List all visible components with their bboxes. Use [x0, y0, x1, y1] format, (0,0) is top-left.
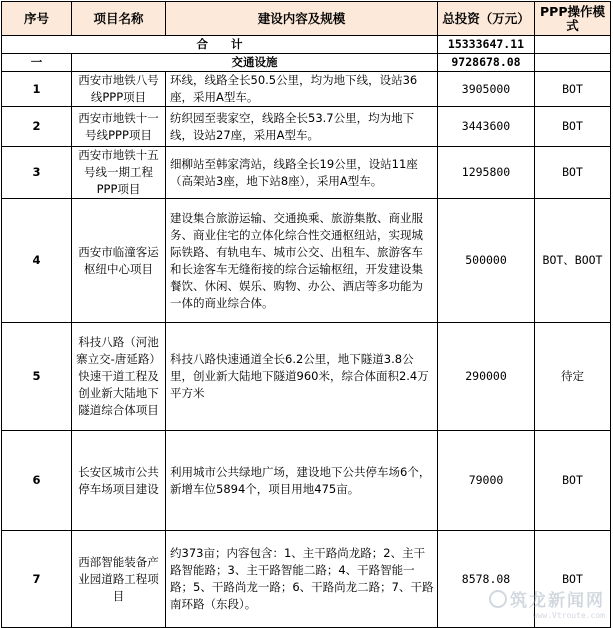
row-invest: 500000: [438, 199, 535, 323]
total-label: 合 计: [2, 36, 438, 54]
table-row: [2, 72, 611, 107]
row-name: 科技八路（河池寨立交-唐延路）快速干道工程及创业新大陆地下隧道综合体项目: [72, 323, 166, 431]
header-seq: 序号: [2, 2, 72, 36]
row-invest: 3443600: [438, 107, 535, 147]
row-name: 西安市地铁十一号线PPP项目: [72, 107, 166, 147]
row-content: 纺织园至裴家空，线路全长53.7公里，均为地下线，设站27座，采用A型车。: [166, 107, 438, 147]
section-row: [2, 54, 611, 72]
total-mode-empty: [535, 36, 611, 54]
row-content: 细柳站至韩家湾站，线路全长19公里，设站11座（高架站3座，地下站8座），采用A型车。: [166, 147, 438, 199]
section-value: 9728678.08: [438, 54, 535, 72]
row-name: 西安市地铁八号线PPP项目: [72, 72, 166, 107]
row-name: 长安区城市公共停车场项目建设: [72, 431, 166, 531]
row-mode: BOT: [535, 147, 611, 199]
row-mode: BOT: [535, 107, 611, 147]
section-label: 交通设施: [72, 54, 438, 72]
investment-table: [1, 1, 611, 628]
section-mode-empty: [535, 54, 611, 72]
watermark-url: www.Vtroute.com: [532, 611, 605, 620]
total-value: 15333647.11: [438, 36, 535, 54]
table-row: [2, 147, 611, 199]
table-row: [2, 107, 611, 147]
row-content: 建设集合旅游运输、交通换乘、旅游集散、商业服务、商业住宅的立体化综合性交通枢纽站，实现城际铁路、有轨电车、城市公交、出租车、旅游客车和长途客车无缝衔接的综合运输枢纽，开发建设集餐饮、休闲、娱乐、购物、办公、酒店等多功能为一体的商业综合体。: [166, 199, 438, 323]
table-row: [2, 431, 611, 531]
row-seq: 3: [2, 147, 72, 199]
header-content: 建设内容及规模: [166, 2, 438, 36]
header-name: 项目名称: [72, 2, 166, 36]
row-mode: BOT、BOOT: [535, 199, 611, 323]
row-mode: BOT: [535, 72, 611, 107]
row-seq: 6: [2, 431, 72, 531]
row-mode: 待定: [535, 323, 611, 431]
row-seq: 7: [2, 531, 72, 628]
row-seq: 2: [2, 107, 72, 147]
row-invest: 79000: [438, 431, 535, 531]
header-mode: PPP操作模式: [535, 2, 611, 36]
section-seq: 一: [2, 54, 72, 72]
row-invest: 3905000: [438, 72, 535, 107]
table-row: [2, 323, 611, 431]
row-content: 科技八路快速通道全长6.2公里，地下隧道3.8公里，创业新大陆地下隧道960米，综合体面积2.4万平方米: [166, 323, 438, 431]
header-row: [2, 2, 611, 36]
row-mode: BOT: [535, 531, 611, 628]
header-invest: 总投资（万元）: [438, 2, 535, 36]
watermark-text: 筑龙新闻网: [510, 591, 605, 611]
row-invest: 1295800: [438, 147, 535, 199]
row-seq: 1: [2, 72, 72, 107]
row-content: 环线，线路全长50.5公里，均为地下线，设站36座，采用A型车。: [166, 72, 438, 107]
row-content: 约373亩；内容包含：1、主干路尚龙路；2、主干路智能路；3、主干路智能二路；4、干路智能一路；5、干路尚龙一路；6、干路尚龙二路；7、干路南环路（东段）。: [166, 531, 438, 628]
row-name: 西安市临潼客运枢纽中心项目: [72, 199, 166, 323]
row-name: 西部智能装备产业园道路工程项目: [72, 531, 166, 628]
table-row: [2, 531, 611, 628]
row-invest: 8578.08: [438, 531, 535, 628]
row-mode: BOT: [535, 431, 611, 531]
row-invest: 290000: [438, 323, 535, 431]
row-content: 利用城市公共绿地广场，建设地下公共停车场6个，新增车位5894个，项目用地475亩。: [166, 431, 438, 531]
row-name: 西安市地铁十五号线一期工程PPP项目: [72, 147, 166, 199]
row-seq: 5: [2, 323, 72, 431]
table-row: [2, 199, 611, 323]
total-row: [2, 36, 611, 54]
row-seq: 4: [2, 199, 72, 323]
